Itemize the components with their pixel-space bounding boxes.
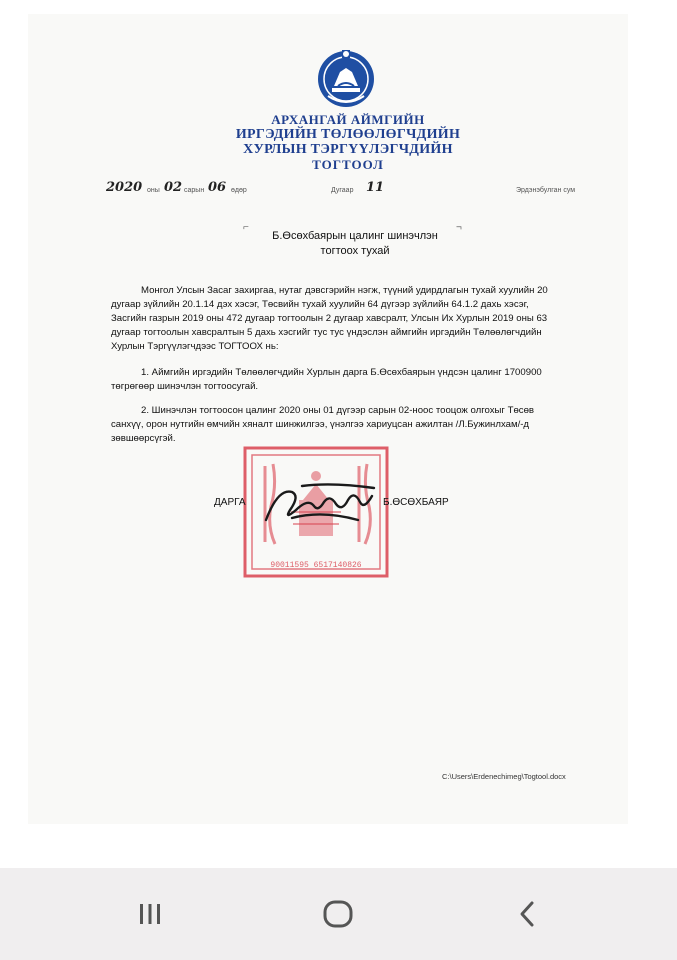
number-label: Дугаар	[331, 187, 354, 194]
subject-bracket-right: ¬	[456, 222, 462, 233]
resolution-item-2: 2. Шинэчлэн тогтоосон цалинг 2020 оны 01 дүгээр сарын 02-ноос тооцож олгохыг Төсөв санхүү, орон нутгийн өмчийн хяналт шинжилгээ, үнэлгээ хариуцсан ажилтан /Л.Бужинлхам/-д зөвшөөрсүгэй.	[111, 405, 535, 444]
home-icon	[321, 899, 355, 929]
signatory-name: Б.ӨСӨХБАЯР	[383, 497, 449, 508]
resolution-item-1: 1. Аймгийн иргэдийн Төлөөлөгчдийн Хурлын дарга Б.Өсөхбаярын үндсэн цалинг 1700900 төгрөгөөр шинэчлэн тогтоосугай.	[111, 367, 542, 392]
subject-line-1: Б.Өсөхбаярын цалинг шинэчлэн	[272, 230, 438, 242]
home-button[interactable]	[318, 896, 358, 932]
stamp-number: 90011595 6517140826	[270, 561, 362, 570]
date-day-suffix: өдөр	[231, 187, 247, 194]
file-path: C:\Users\Erdenechimeg\Togtool.docx	[442, 772, 566, 781]
preamble-paragraph: Монгол Улсын Засаг захиргаа, нутаг дэвсгэрийн нэгж, түүний удирдлагын тухай хуулийн 20 дугаар зүйлийн 20.1.14 дэх хэсэг, Төсвийн тухай хуулийн 64 дүгээр зүйлийн 64.1.2 дахь хэсэг, Засгийн газрын 2019 оны 472 дугаар тогтоолын 2 дугаар хавсралт, Улсын Их Хурлын 2019 оны 63 дугаар тогтоолын хавсралтын 5 дахь хэсгийг тус тус үндэслэн аймгийн иргэдийн Төлөөлөгчдийн Хурлын Тэргүүлэгчдээс ТОГТООХ нь:	[111, 285, 548, 352]
issuer-line-1: АРХАНГАЙ АЙМГИЙН	[271, 112, 425, 127]
recent-apps-button[interactable]	[130, 896, 170, 932]
back-button[interactable]	[508, 896, 548, 932]
date-month: 02	[164, 180, 183, 195]
system-navigation-bar	[0, 868, 677, 960]
date-month-suffix: сарын	[184, 187, 205, 194]
document-subject	[250, 229, 460, 259]
date-year-suffix: оны	[147, 187, 160, 194]
document-type: ТОГТООЛ	[312, 157, 384, 172]
recent-apps-icon	[135, 899, 165, 929]
subject-bracket-left: ⌐	[243, 222, 249, 233]
state-emblem-icon	[314, 46, 378, 110]
document-number: 11	[366, 180, 385, 195]
issuer-heading	[200, 112, 496, 172]
subject-line-2: тогтоох тухай	[320, 245, 390, 257]
date-day: 06	[208, 180, 227, 195]
handwritten-signature	[262, 480, 380, 526]
issuer-line-2: ИРГЭДИЙН ТӨЛӨӨЛӨГЧДИЙН	[235, 127, 461, 142]
back-icon	[513, 899, 543, 929]
place-name: Эрдэнэбулган сум	[516, 187, 576, 194]
signatory-title: ДАРГА	[214, 497, 246, 508]
issuer-line-3: ХУРЛЫН ТЭРГҮҮЛЭГЧДИЙН	[243, 142, 453, 157]
date-year: 2020	[106, 180, 143, 195]
